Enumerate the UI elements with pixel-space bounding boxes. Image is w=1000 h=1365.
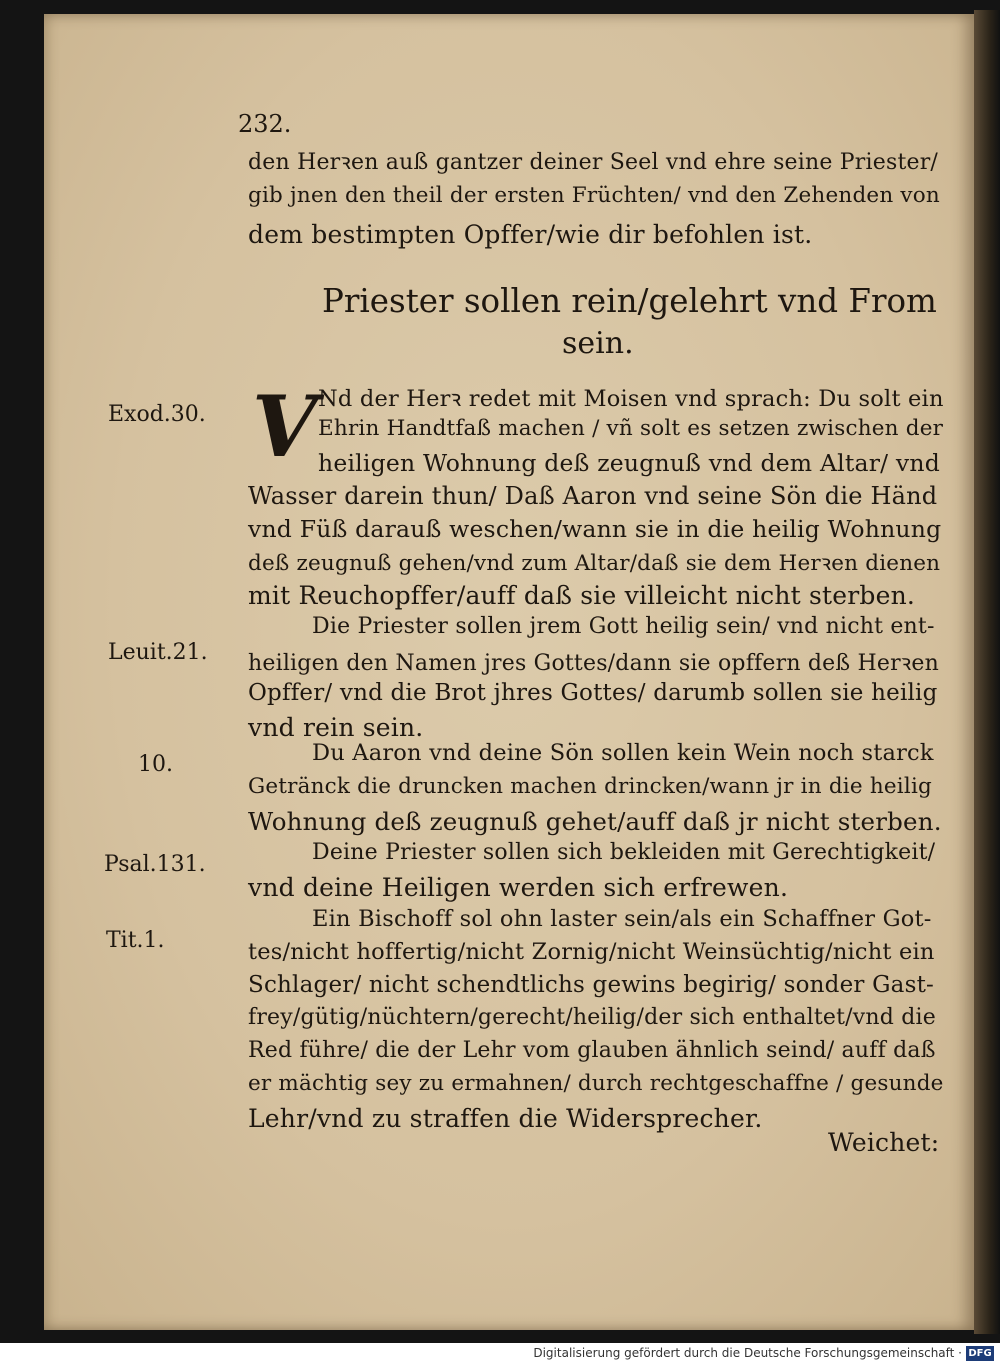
margin-note: Tit.1.	[106, 928, 165, 953]
drop-cap: V	[252, 377, 318, 476]
text-line: vnd Füß darauß weschen/wann sie in die heilig Wohnung	[248, 515, 942, 543]
text-line: vnd rein sein.	[248, 713, 424, 742]
dfg-logo: DFG	[966, 1346, 994, 1361]
text-line: Deine Priester sollen sich bekleiden mit Gerechtigkeit/	[312, 840, 936, 865]
text-line: Schlager/ nicht schendtlichs gewins begirig/ sonder Gast-	[248, 972, 934, 998]
text-line: mit Reuchopffer/auff daß sie villeicht nicht sterben.	[248, 581, 916, 610]
text-line: Ein Bischoff sol ohn laster sein/als ein Schaffner Got-	[312, 906, 932, 932]
text-line: Ehrin Handtfaß machen / vñ solt es setzen zwischen der	[318, 416, 944, 441]
text-line: Getränck die druncken machen drincken/wann jr in die heilig	[248, 774, 932, 799]
page-edge	[974, 10, 1000, 1334]
text-line: vnd deine Heiligen werden sich erfrewen.	[248, 873, 789, 902]
text-line: Wasser darein thun/ Daß Aaron vnd seine Sön die Händ	[248, 482, 938, 510]
text-line: Opffer/ vnd die Brot jhres Gottes/ darumb sollen sie heilig	[248, 680, 938, 706]
text-line: Wohnung deß zeugnuß gehet/auff daß jr nicht sterben.	[248, 807, 942, 836]
section-heading: Priester sollen rein/gelehrt vnd From	[322, 282, 937, 320]
margin-note: Psal.131.	[104, 852, 206, 877]
text-line: Nd der Herꝛ redet mit Moisen vnd sprach: Du solt ein	[318, 386, 944, 412]
text-line: er mächtig sey zu ermahnen/ durch rechtgeschaffne / gesunde	[248, 1071, 944, 1096]
page-number: 232.	[238, 110, 292, 138]
text-line: Du Aaron vnd deine Sön sollen kein Wein noch starck	[312, 740, 934, 766]
text-line: den Herꝛen auß gantzer deiner Seel vnd ehre seine Priester/	[248, 150, 939, 175]
margin-note: Leuit.21.	[108, 640, 208, 665]
text-line: Die Priester sollen jrem Gott heilig sein/ vnd nicht ent-	[312, 614, 935, 639]
text-line: dem bestimpten Opffer/wie dir befohlen ist.	[248, 220, 813, 249]
text-line: deß zeugnuß gehen/vnd zum Altar/daß sie dem Herꝛen dienen	[248, 551, 941, 576]
text-line: heiligen Wohnung deß zeugnuß vnd dem Altar/ vnd	[318, 449, 940, 477]
text-line: frey/gütig/nüchtern/gerecht/heilig/der sich enthaltet/vnd die	[248, 1005, 937, 1030]
catchword: Weichet:	[828, 1128, 940, 1157]
section-heading-continued: sein.	[562, 326, 634, 361]
text-line: Red führe/ die der Lehr vom glauben ähnlich seind/ auff daß	[248, 1038, 936, 1063]
margin-note: 10.	[138, 752, 173, 777]
text-line: Lehr/vnd zu straffen die Widersprecher.	[248, 1104, 763, 1133]
text-line: tes/nicht hoffertig/nicht Zornig/nicht Weinsüchtig/nicht ein	[248, 939, 935, 965]
margin-note: Exod.30.	[108, 402, 206, 427]
funding-notice: Digitalisierung gefördert durch die Deutsche Forschungsgemeinschaft ·	[533, 1346, 962, 1360]
text-line: gib jnen den theil der ersten Früchten/ vnd den Zehenden von	[248, 183, 940, 208]
text-line: heiligen den Namen jres Gottes/dann sie opffern deß Herꝛen	[248, 651, 940, 676]
